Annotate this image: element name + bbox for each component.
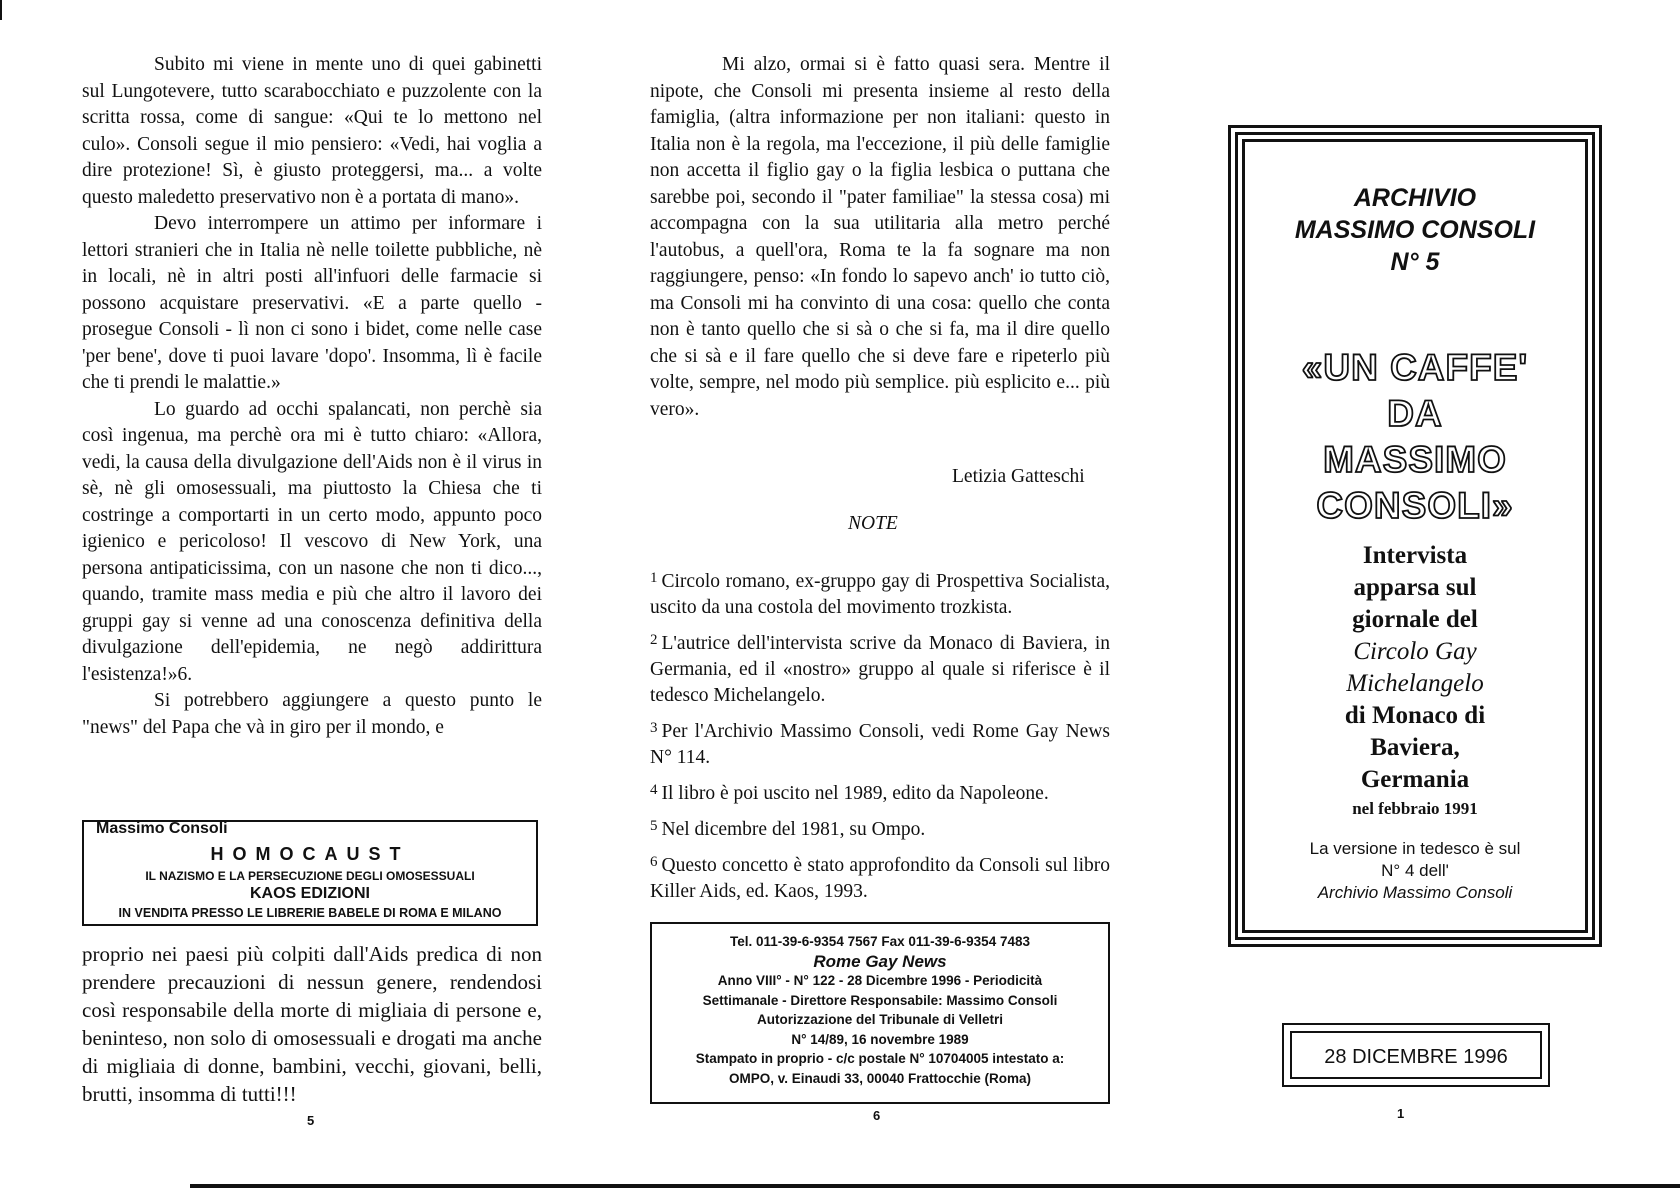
cover-body-line: Michelangelo	[1346, 670, 1484, 697]
archive-heading	[1242, 182, 1588, 278]
note-text: Questo concetto è stato approfondito da Consoli sul libro Killer Aids, ed. Kaos, 1993.	[650, 855, 1110, 902]
middle-page-text	[650, 52, 1110, 423]
note-number: 1	[650, 570, 658, 586]
imprint-line: Settimanale - Direttore Responsabile: Massimo Consoli	[702, 992, 1058, 1008]
imprint-line: OMPO, v. Einaudi 33, 00040 Frattocchie (Roma)	[728, 1070, 1032, 1086]
imprint-line: Autorizzazione del Tribunale di Velletri	[756, 1012, 1004, 1027]
cover-title-line: MASSIMO	[1323, 439, 1507, 480]
version-line: La versione in tedesco è sul	[1309, 839, 1521, 858]
paragraph: proprio nei paesi più colpiti dall'Aids predica di non prendere precauzioni di nessun genere, rendendosi così responsabile della morte di migliaia di persone e, beninteso, non solo di omosessuali e drogati ma anche di migliaia di donne, bambini, vecchi, giovani, belli, brutti, insomma di tutti!!!	[82, 942, 542, 1106]
cover-body-line: Intervista	[1362, 542, 1468, 569]
ad-publisher: KAOS EDIZIONI	[249, 885, 370, 902]
ad-author: Massimo Consoli	[96, 820, 228, 837]
cover-title-line: DA	[1387, 393, 1443, 434]
imprint-line: Anno VIII° - N° 122 - 28 Dicembre 1996 - Periodicità	[717, 973, 1043, 988]
note-text: Nel dicembre del 1981, su Ompo.	[661, 819, 926, 840]
issue-date-box	[1282, 1023, 1550, 1087]
note-item	[650, 777, 1110, 807]
note-number: 3	[650, 720, 658, 736]
archive-issue: N° 5	[1390, 248, 1440, 276]
imprint-contacts: Tel. 011-39-6-9354 7567 Fax 011-39-6-9354 7483	[730, 934, 1030, 949]
note-number: 5	[650, 818, 658, 834]
note-number: 6	[650, 854, 658, 870]
cover-body-line: Germania	[1360, 766, 1470, 793]
note-item	[650, 627, 1110, 709]
cover-description	[1242, 540, 1588, 822]
note-item	[650, 813, 1110, 843]
cover-body-line: Circolo Gay	[1353, 638, 1477, 665]
cover-title-line: «UN CAFFE'	[1301, 347, 1529, 388]
author-signature: Letizia Gatteschi	[952, 466, 1085, 487]
page-number: 6	[873, 1108, 881, 1123]
scan-edge-mark	[0, 0, 2, 20]
version-line: N° 4 dell'	[1381, 861, 1449, 880]
paragraph: Lo guardo ad occhi spalancati, non perchè sia così ingenua, ma perchè ora mi è tutto chiaro: «Allora, vedi, la causa della divulgazione dell'Aids non è il virus in sè, nè gli omosessuali, ma piuttosto la Chiesa che ti costringe a comportarti in un certo modo, appunto poco igienico e pericoloso! Il vescovo di New York, una persona antipaticissima, con un nasone che non ti dico..., quando, tramite mass media e più che altro il lavoro dei gruppi gay si venne ad una conoscenza definitiva della divulgazione dell'epidemia, ne negò addirittura l'esistenza!»6.	[82, 398, 542, 685]
issue-date: 28 DICEMBRE 1996	[1290, 1031, 1542, 1079]
book-advertisement	[82, 820, 538, 926]
publication-imprint	[650, 922, 1110, 1104]
cover-version-note	[1242, 838, 1588, 904]
ad-subtitle: IL NAZISMO E LA PERSECUZIONE DEGLI OMOSESSUALI	[145, 869, 475, 883]
paragraph: Devo interrompere un attimo per informare i lettori stranieri che in Italia nè nelle toilette pubbliche, nè in locali, nè in altri posti all'infuori delle farmacie si possono acquistare preservativi. «E a parte quello - prosegue Consoli - lì non ci sono i bidet, come nelle case 'per bene', dove ti puoi lavare 'dopo'. Insomma, lì è facile che ti prendi le malattie.»	[82, 213, 542, 393]
imprint-line: Stampato in proprio - c/c postale N° 10704005 intestato a:	[695, 1051, 1065, 1066]
paragraph: Subito mi viene in mente uno di quei gabinetti sul Lungotevere, tutto scarabocchiato e puzzolente con la scritta rossa, come di sangue: «Qui te lo mettono nel culo». Consoli segue il mio pensiero: «Vedi, hai voglia a dire protezione! Sì, è giusto proteggersi, ma... a volte questo maledetto preservativo non è a portata di mano».	[82, 54, 542, 208]
note-number: 2	[650, 632, 658, 648]
left-page-continuation	[82, 940, 542, 1108]
notes-heading: NOTE	[848, 513, 898, 534]
note-item	[650, 849, 1110, 905]
archive-line: ARCHIVIO	[1353, 184, 1477, 212]
version-line: Archivio Massimo Consoli	[1317, 883, 1513, 902]
archive-line: MASSIMO CONSOLI	[1294, 216, 1536, 244]
cover-body-line: apparsa sul	[1353, 574, 1477, 601]
imprint-title: Rome Gay News	[813, 951, 947, 971]
page-number: 5	[307, 1113, 315, 1128]
note-item	[650, 715, 1110, 771]
note-text: Il libro è poi uscito nel 1989, edito da Napoleone.	[661, 783, 1049, 804]
note-text: Circolo romano, ex-gruppo gay di Prospettiva Socialista, uscito da una costola del movimento trozkista.	[650, 571, 1110, 618]
cover-body-line: di Monaco di	[1344, 702, 1486, 729]
notes-list	[650, 565, 1110, 911]
paragraph: Mi alzo, ormai si è fatto quasi sera. Mentre il nipote, che Consoli mi presenta insieme al resto della famiglia, (altra informazione per non italiani: questo in Italia non è la regola, ma l'eccezione, il più delle famiglie non accetta il figlio gay o la figlia lesbica o puttana che sarebbe poi, secondo il "pater familiae" la stessa cosa) mi accompagna con la sua utilitaria alla metro perché l'autobus, a quell'ora, Roma te la fa sognare ma non raggiungere, penso: «In fondo lo sapevo anch' io tutto ciò, ma Consoli mi ha convinto di una cosa: quello che conta non è tanto quello che si sà o che si fa, ma il dire quello che si sà e il fare quello che si deve fare e ripeterlo più volte, sempre, nel modo più semplice. più esplicito e... più vero».	[650, 54, 1110, 420]
ad-sale-info: IN VENDITA PRESSO LE LIBRERIE BABELE DI ROMA E MILANO	[118, 906, 502, 920]
note-item	[650, 565, 1110, 621]
paragraph: Si potrebbero aggiungere a questo punto le "news" del Papa che và in giro per il mondo, e	[82, 690, 542, 738]
bottom-rule	[190, 1184, 1680, 1188]
cover-body-line: giornale del	[1352, 606, 1478, 633]
cover-body-line: nel febbraio 1991	[1352, 799, 1478, 818]
note-text: Per l'Archivio Massimo Consoli, vedi Rome Gay News N° 114.	[650, 721, 1110, 768]
cover-title	[1242, 345, 1588, 529]
cover-title-line: CONSOLI»	[1316, 485, 1514, 526]
page-number: 1	[1397, 1106, 1405, 1121]
left-page-text	[82, 52, 542, 741]
note-text: L'autrice dell'intervista scrive da Monaco di Baviera, in Germania, ed il «nostro» gruppo al quale si riferisce è il tedesco Michelangelo.	[650, 633, 1110, 706]
ad-title: HOMOCAUST	[210, 844, 410, 864]
note-number: 4	[650, 782, 658, 798]
cover-body-line: Baviera,	[1370, 734, 1460, 761]
imprint-line: N° 14/89, 16 novembre 1989	[791, 1031, 969, 1047]
